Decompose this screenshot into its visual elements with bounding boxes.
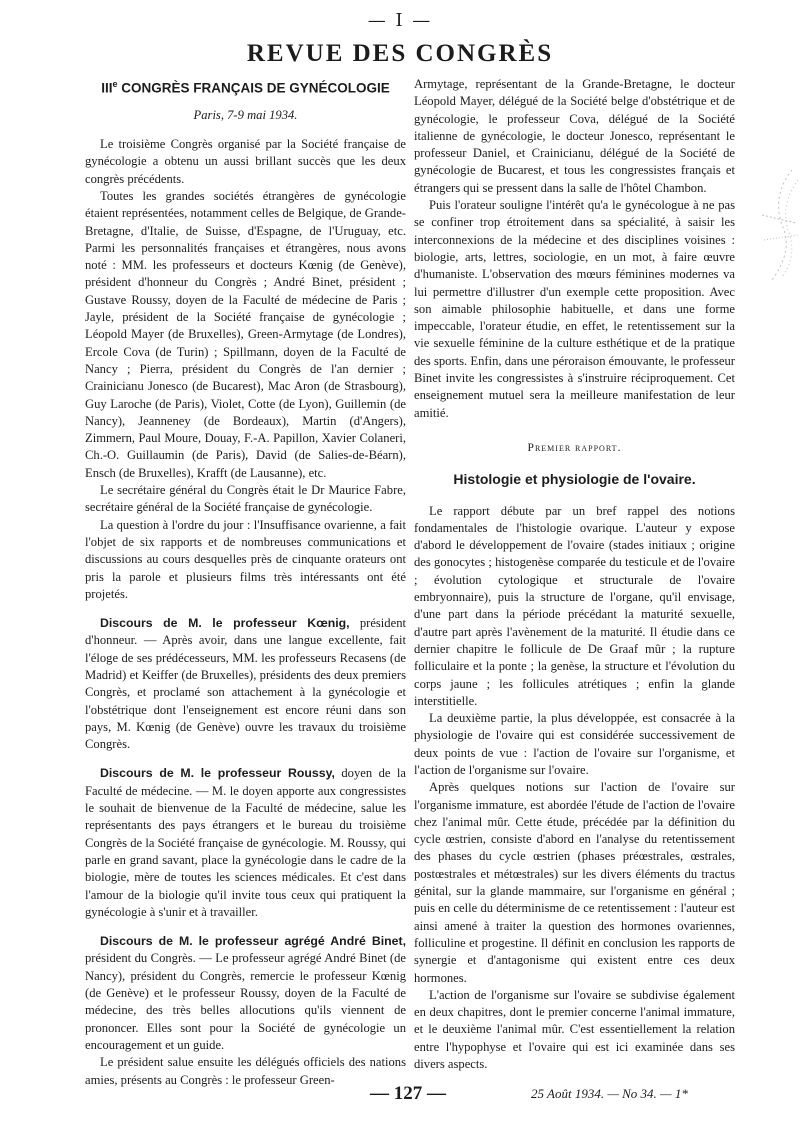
roussy-text: doyen de la Faculté de médecine. — M. le doyen apporte aux congressistes le souhait de bienvenue de la Faculté de médecine, salue les représentants des pays étrangers et le bureau du troisième Congrès de la Société française de gynécologie. M. Roussy, qui parle en grand savant, place la gynécologie dans le cadre de la biologie, mère de toutes les sciences médicales. Et c'est dans l'amour de la biologie qu'il invite tous ceux qui pratiquent la gynécologie à s'unir et à travailler. xyxy=(85,766,406,919)
paragraph-rapport-3: Après quelques notions sur l'action de l'ovaire sur l'organisme immature, est abordée l'étude de l'action de l'ovaire chez l'animal mûr. Cette étude, précédée par la définition du cycle œstrien, consiste d'abord en l'analyse du retentissement des phases du cycle œstrien (phases préœstrales, œstrales, postœstrales et métœstrales) sur les divers éléments du tractus génital, sur la glande mammaire, sur l'organisme en général ; puis en celle du déterminisme de ce retentissement : l'auteur est ainsi amené à traiter la question des hormones ovariennes, folliculine et progestine. Il définit en conclusion les rapports de synergie et d'antagonisme qui existent entre ces deux hormones. xyxy=(414,780,735,985)
page-numeral: — I — xyxy=(367,10,433,31)
paragraph-delegates: Le président salue ensuite les délégués officiels des nations amies, présents au Congrès : le professeur Green- xyxy=(85,1055,406,1087)
koenig-text: président d'honneur. — Après avoir, dans une langue excellente, fait l'éloge de ses prédécesseurs, MM. les professeurs Recasens (de Madrid) et Keiffer (de Bruxelles), présidents des deux premiers Congrès, et proclamé son attachement à la gynécologie et l'obstétrique dont l'enseignement est encore réuni dans son pays, M. Kœnig (de Genève) ouvre les travaux du troisième Congrès. xyxy=(85,616,406,752)
section-title-sup: e xyxy=(112,79,118,89)
section-title xyxy=(85,76,406,97)
right-column xyxy=(414,76,735,1073)
section-title-rest: CONGRÈS FRANÇAIS DE GYNÉCOLOGIE xyxy=(117,80,390,96)
section-title-roman: III xyxy=(101,80,113,96)
dateline: Paris, 7-9 mai 1934. xyxy=(193,107,298,122)
page-footer xyxy=(0,1083,800,1107)
library-stamp-mark xyxy=(752,165,800,285)
paragraph-koenig xyxy=(85,615,406,753)
paragraph-orateur: Puis l'orateur souligne l'intérêt qu'a le gynécologue à ne pas se confiner trop étroitement dans sa spécialité, à saisir les interconnexions de la médecine et des disciplines voisines : biologie, arts, lettres, sociologie, en un mot, à faire œuvre d'humaniste. L'observation des mœurs féminines modernes va lui permettre d'illustrer d'un exemple cette proposition. Avec son aimable philosophie habituelle, et dans une forme impeccable, l'orateur étudie, en effet, le retentissement sur la vie sexuelle féminine de la culture esthétique et de la pratique des sports. Enfin, dans une péroraison émouvante, le professeur Binet invite les congressistes à s'instruire réciproquement. Cet enseignement mutuel sera la meilleure manifestation de leur amitié. xyxy=(414,198,735,420)
roussy-heading: Discours de M. le professeur Roussy, xyxy=(100,766,335,781)
binet-heading: Discours de M. le professeur agrégé André Binet, xyxy=(100,934,406,949)
paragraph-secretary: Le secrétaire général du Congrès était le Dr Maurice Fabre, secrétaire général de la Société française de gynécologie. xyxy=(85,483,406,515)
journal-title: REVUE DES CONGRÈS xyxy=(246,40,554,67)
paragraph-binet xyxy=(85,933,406,1054)
page-number: — 127 — xyxy=(370,1083,446,1104)
rapport-label: Premier rapport. xyxy=(527,441,622,454)
paragraph-question: La question à l'ordre du jour : l'Insuffisance ovarienne, a fait l'objet de six rapports et de nombreuses communications et discussions au cours desquelles près de cinquante orateurs ont pris la parole et plusieurs films très intéressants ont été projetés. xyxy=(85,517,406,601)
paragraph-roussy xyxy=(85,765,406,921)
issue-info: 25 Août 1934. — No 34. — 1* xyxy=(531,1086,688,1101)
binet-text: président du Congrès. — Le professeur agrégé André Binet (de Nancy), président du Congrès, remercie le professeur Kœnig (de Genève) et le professeur Roussy, doyen de la Faculté de médecine, des très belles allocutions qu'ils viennent de prononcer. Elles sont pour la Société de gynécologie un encouragement et un guide. xyxy=(85,951,406,1052)
paragraph-rapport-4: L'action de l'organisme sur l'ovaire se subdivise également en deux chapitres, dont le premier concerne l'animal immature, et le deuxième l'animal mûr. C'est essentiellement la relation entre l'hypophyse et l'ovaire qui est ici examinée dans ses divers aspects. xyxy=(414,987,735,1072)
koenig-heading: Discours de M. le professeur Kœnig, xyxy=(100,616,350,631)
paragraph-attendees: Toutes les grandes sociétés étrangères de gynécologie étaient représentées, notamment celles de Belgique, de Grande-Bretagne, d'Italie, de Suisse, d'Espagne, de l'Uruguay, etc. Parmi les personnalités françaises et étrangères, nous avons noté : MM. les professeurs et docteurs Kœnig (de Genève), président d'honneur du Congrès ; André Binet, président ; Gustave Roussy, doyen de la Faculté de médecine de Paris ; Jayle, président de la Société française de gynécologie ; Léopold Mayer (de Bruxelles), Green-Armytage (de Londres), Ercole Cova (de Turin) ; Spillmann, doyen de la Faculté de Nancy ; Pierra, président du Congrès de l'an dernier ; Crainicianu Jonesco (de Bucarest), Mac Aron (de Strasbourg), Guy Laroche (de Paris), Violet, Cotte (de Lyon), Guillemin (de Nancy), Jeanneney (de Bordeaux), Martin (d'Angers), Zimmern, Paul Moure, Douay, F.-A. Papillon, Xavier Colaneri, Ch.-O. Guillaumin (de Paris), David (de Salies-de-Béarn), Ensch (de Bruxelles), Krafft (de Lausanne), etc. xyxy=(85,188,406,480)
paragraph-intro: Le troisième Congrès organisé par la Société française de gynécologie a obtenu un aussi brillant succès que les deux congrès précédents. xyxy=(85,137,406,186)
paragraph-rapport-2: La deuxième partie, la plus développée, est consacrée à la physiologie de l'ovaire qui est considérée successivement de deux points de vue : l'action de l'ovaire sur l'organisme, et l'action de l'organisme sur l'ovaire. xyxy=(414,711,735,777)
left-column xyxy=(85,76,406,1089)
paragraph-continued: Armytage, représentant de la Grande-Bretagne, le docteur Léopold Mayer, délégué de la Société belge d'obstétrique et de gynécologie, le professeur Cova, délégué de la Société italienne de gynécologie, le docteur Jonesco, représentant le professeur Daniel, et Crainicianu, délégué de la Société de gynécologie de Bucarest, et tous les congressistes français et étrangers qui se pressent dans la salle de l'hôtel Chambon. xyxy=(414,77,735,195)
rapport-title: Histologie et physiologie de l'ovaire. xyxy=(453,471,696,488)
paragraph-rapport-1: Le rapport débute par un bref rappel des notions fondamentales de l'histologie ovarique. L'auteur y expose d'abord le développement de l'ovaire (stades initiaux ; origine des gonocytes ; histogenèse comparée du testicule et de l'ovaire ; évolution cytologique et structurale de l'ovaire embryonnaire), puis la structure de l'organe, qu'il envisage, d'une part dans la période précédant la maturité sexuelle, d'autre part après l'avènement de la maturité. Il étudie dans ce dernier chapitre le follicule de De Graaf mûr ; la rupture folliculaire et la ponte ; la genèse, la structure et l'évolution du corps jaune ; les follicules atrétiques ; enfin la glande interstitielle. xyxy=(414,503,735,708)
